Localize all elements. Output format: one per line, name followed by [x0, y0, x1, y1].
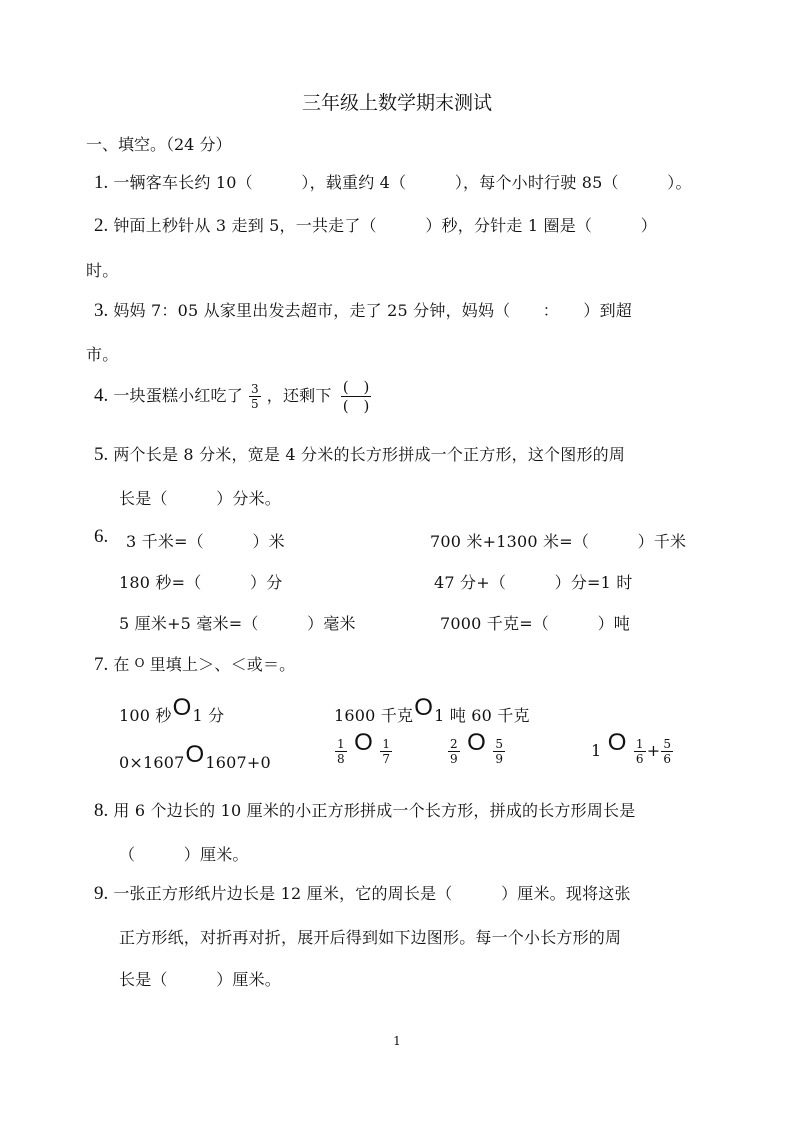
question-number: 2.	[94, 215, 109, 236]
fraction-denominator: 6	[635, 752, 644, 766]
question-5	[94, 442, 625, 466]
question-number: 8.	[94, 800, 109, 821]
fraction-denominator: 6	[663, 752, 672, 766]
fraction-denominator: 8	[337, 752, 345, 766]
question-5-line-2: 长是（ ）分米。	[119, 489, 282, 508]
fraction	[448, 737, 460, 766]
question-2	[94, 213, 657, 237]
compare-circle-icon[interactable]: O	[172, 694, 192, 721]
question-6-item: 5 厘米+5 毫米=（ ）毫米	[119, 614, 356, 633]
question-number: 5.	[94, 444, 109, 465]
compare-item	[119, 741, 271, 775]
question-2-line-2: 时。	[86, 261, 119, 280]
question-text-2: ，还剩下	[266, 386, 332, 405]
question-text: 妈妈 7：05 从家里出发去超市，走了 25 分钟，妈妈（ ： ）到超	[113, 301, 632, 320]
question-6-item: 3 千米=（ ）米	[126, 532, 285, 551]
question-3-line-2: 市。	[86, 345, 119, 364]
fraction-denominator: 5	[251, 397, 259, 411]
compare-left: 1	[591, 741, 602, 760]
question-text: 在	[113, 655, 130, 674]
page-title: 三年级上数学期末测试	[301, 92, 492, 114]
question-number: 3.	[94, 300, 109, 321]
compare-item	[334, 694, 530, 728]
compare-item	[334, 729, 393, 766]
question-number: 9.	[94, 883, 109, 904]
fraction	[493, 737, 505, 766]
question-number: 1.	[94, 172, 109, 193]
plus-sign: +	[646, 741, 661, 760]
compare-circle-icon[interactable]: O	[467, 729, 487, 756]
question-8	[94, 798, 635, 822]
compare-right: 1607+0	[205, 753, 271, 772]
compare-left: 100 秒	[119, 706, 172, 725]
question-9-line-2: 正方形纸，对折再对折，展开后得到如下边图形。每一个小长方形的周	[119, 928, 622, 947]
fraction	[634, 737, 646, 766]
question-text: 钟面上秒针从 3 走到 5，一共走了（ ）秒，分针走 1 圈是（ ）	[113, 216, 657, 235]
compare-circle-icon[interactable]: O	[607, 729, 627, 756]
question-6	[94, 526, 108, 548]
question-8-line-2: （ ）厘米。	[119, 845, 249, 864]
question-7	[94, 652, 295, 676]
question-6-item: 700 米+1300 米=（ ）千米	[430, 532, 687, 551]
section-heading: 一、填空。（24 分）	[86, 135, 232, 154]
compare-item	[591, 729, 674, 766]
fraction	[380, 737, 392, 766]
compare-left: 0×1607	[119, 753, 185, 772]
fraction-numerator: 1	[382, 737, 391, 751]
blank-denominator: ( )	[342, 397, 370, 415]
compare-item	[119, 694, 225, 728]
compare-item	[447, 729, 506, 766]
question-text: 一块蛋糕小红吃了	[113, 386, 243, 405]
compare-right: 1 吨 60 千克	[434, 706, 530, 725]
fraction-denominator: 9	[450, 752, 458, 766]
circle-icon: O	[134, 656, 145, 670]
fraction-numerator: 5	[663, 737, 672, 751]
question-text: 一辆客车长约 10（ ），载重约 4（ ），每个小时行驶 85（ ）。	[113, 173, 692, 192]
question-number: 4.	[94, 385, 109, 406]
blank-fraction[interactable]	[341, 378, 372, 415]
question-6-item: 7000 千克=（ ）吨	[440, 614, 631, 633]
compare-circle-icon[interactable]: O	[354, 729, 374, 756]
question-9-line-3: 长是（ ）厘米。	[119, 970, 282, 989]
question-text: 一张正方形纸片边长是 12 厘米，它的周长是（ ）厘米。现将这张	[113, 884, 631, 903]
fraction-denominator: 9	[495, 752, 504, 766]
question-4	[94, 378, 371, 415]
fraction-numerator: 5	[495, 737, 504, 751]
question-number: 7.	[94, 654, 109, 675]
compare-circle-icon[interactable]: O	[185, 741, 205, 768]
question-6-item: 180 秒=（ ）分	[119, 573, 283, 592]
question-6-item: 47 分+（ ）分=1 时	[434, 573, 633, 592]
compare-circle-icon[interactable]: O	[414, 694, 434, 721]
question-text: 两个长是 8 分米，宽是 4 分米的长方形拼成一个正方形，这个图形的周	[113, 445, 626, 464]
page-number: 1	[393, 1034, 401, 1048]
fraction-numerator: 2	[450, 737, 458, 751]
fraction-numerator: 3	[251, 382, 259, 396]
question-1	[94, 170, 692, 194]
question-3	[94, 298, 632, 322]
blank-numerator: ( )	[342, 378, 370, 396]
fraction	[661, 737, 673, 766]
compare-right: 1 分	[192, 706, 225, 725]
fraction-numerator: 1	[635, 737, 644, 751]
fraction-numerator: 1	[337, 737, 345, 751]
fraction	[249, 382, 261, 411]
question-9	[94, 881, 631, 905]
question-text-2: 里填上＞、＜或＝。	[149, 655, 296, 674]
question-text: 用 6 个边长的 10 厘米的小正方形拼成一个长方形，拼成的长方形周长是	[113, 801, 636, 820]
question-number: 6.	[94, 526, 109, 547]
fraction	[335, 737, 347, 766]
compare-left: 1600 千克	[334, 706, 414, 725]
fraction-denominator: 7	[382, 752, 391, 766]
